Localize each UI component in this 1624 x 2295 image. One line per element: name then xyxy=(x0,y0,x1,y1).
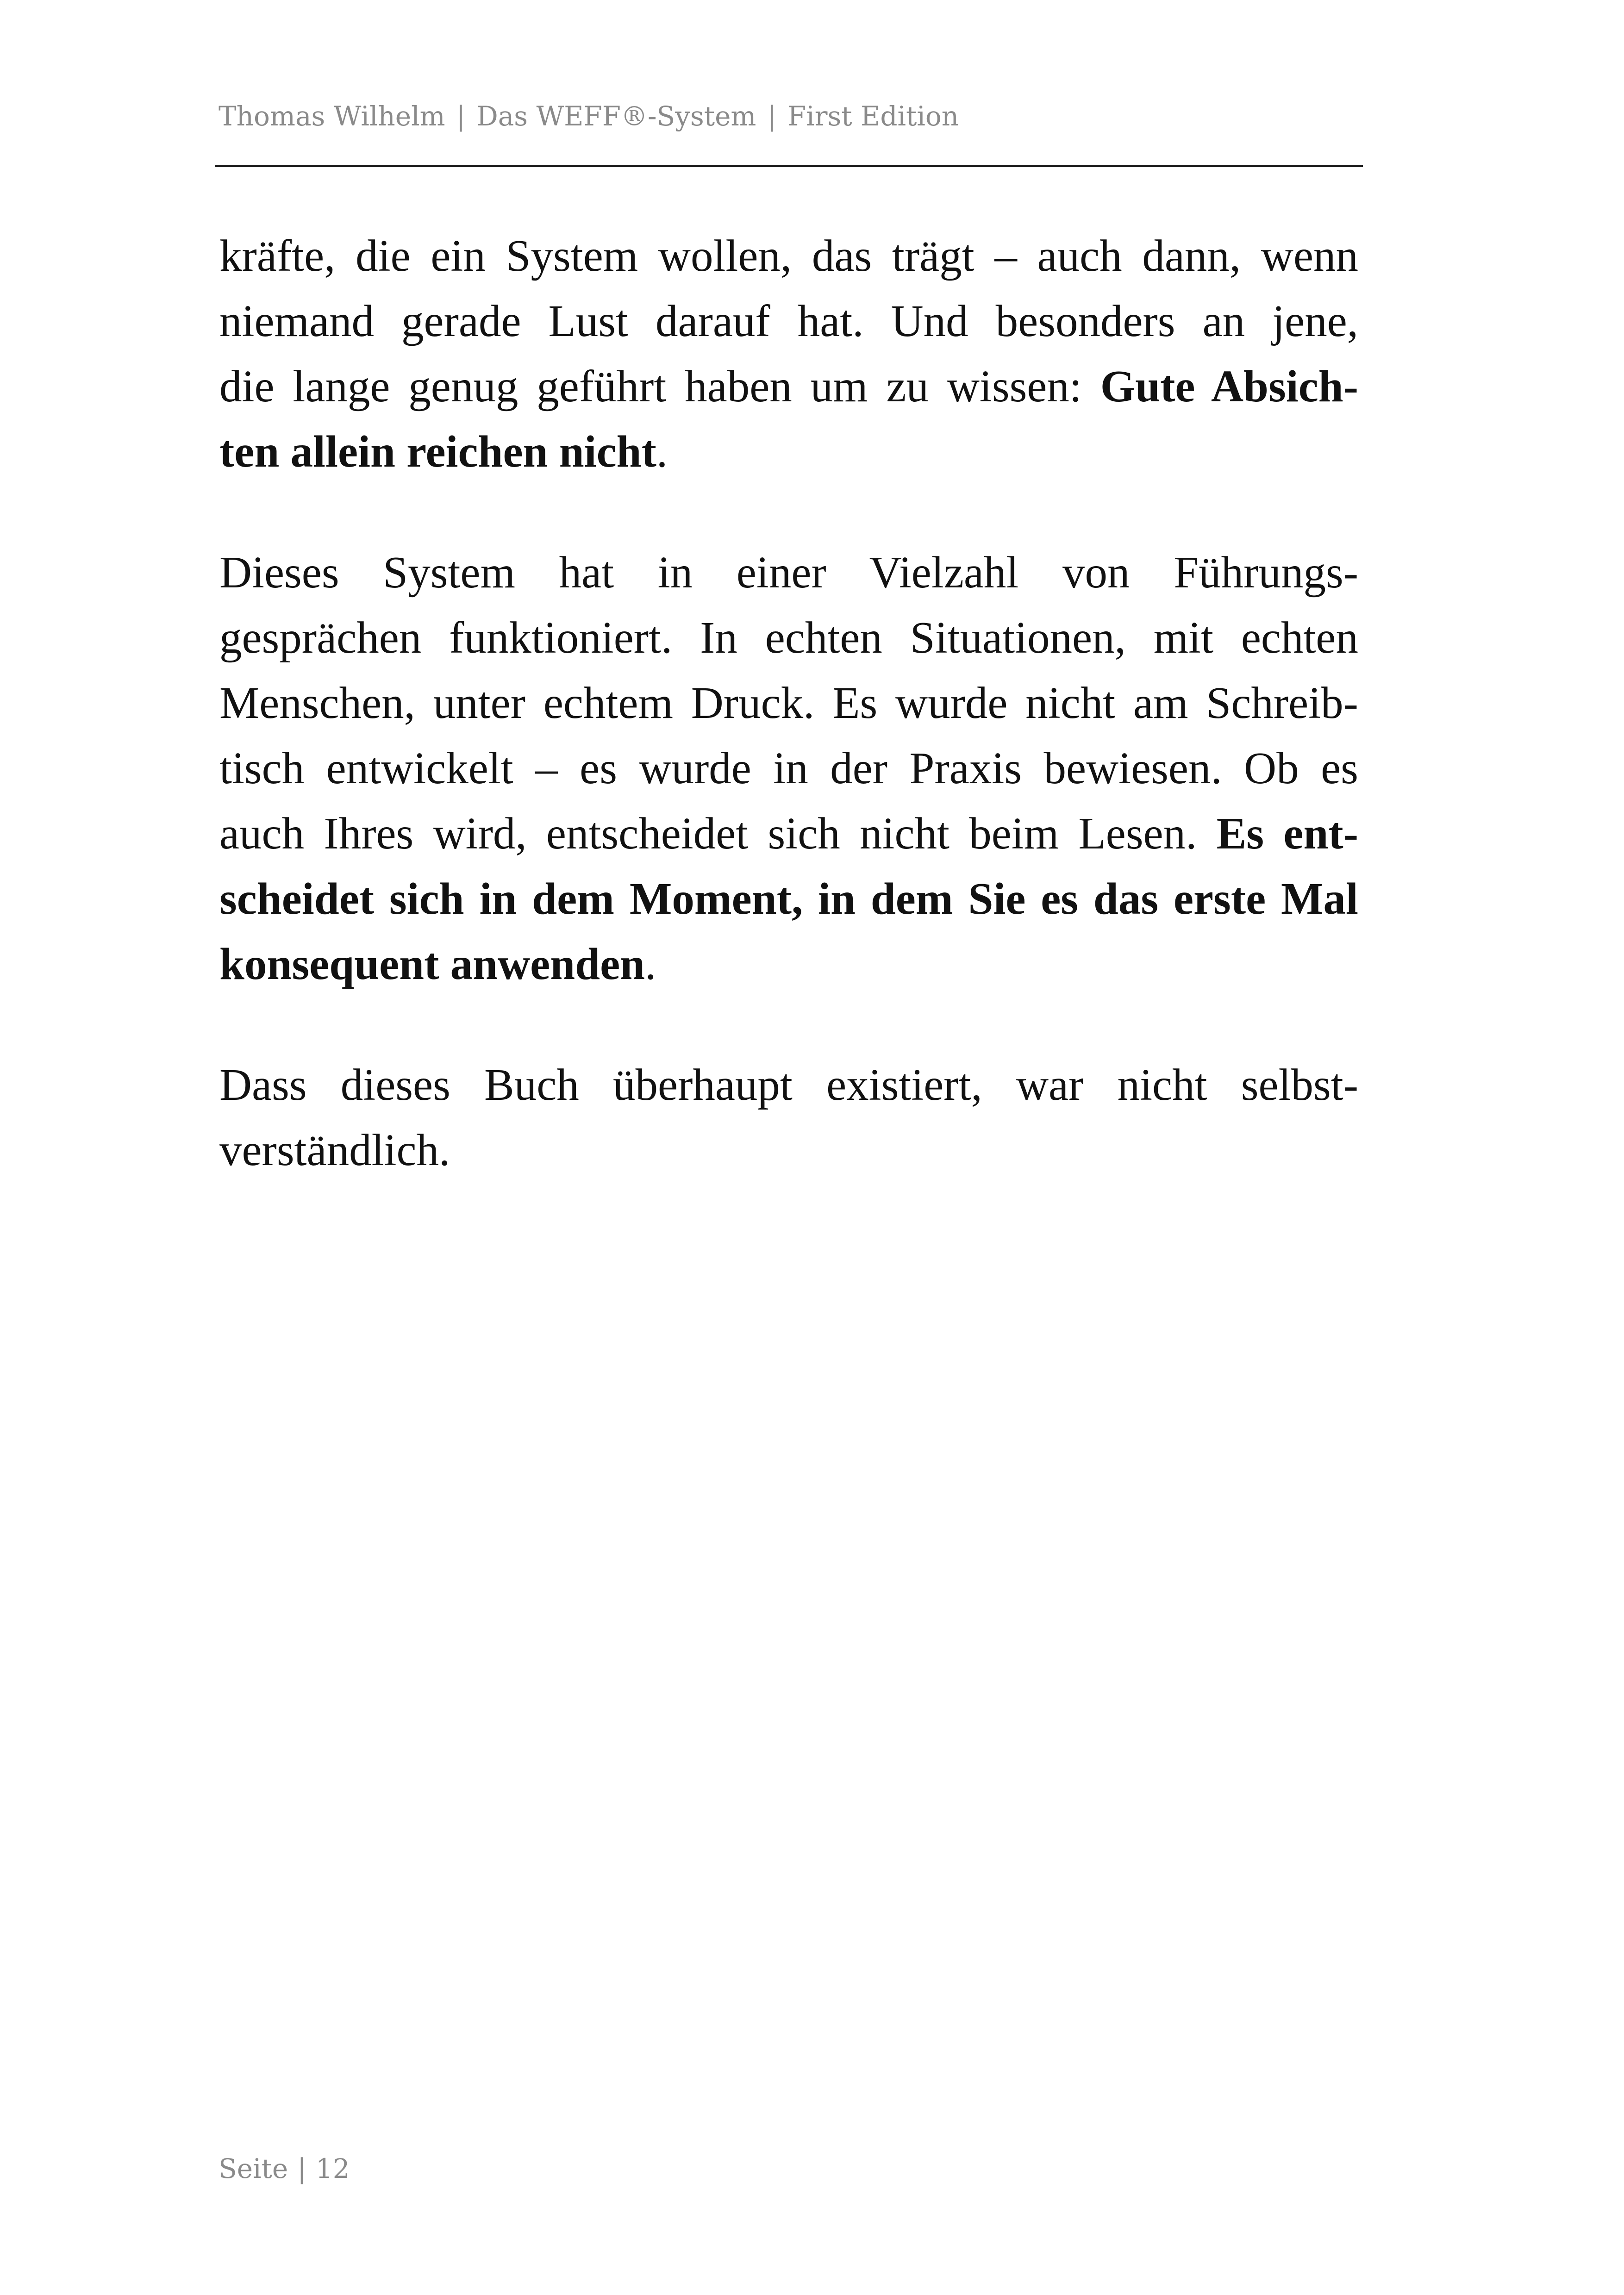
text-line xyxy=(219,1052,1358,1117)
text-run: verständlich. xyxy=(219,1125,450,1175)
text-line xyxy=(219,540,1358,605)
text-line xyxy=(219,419,1358,484)
bold-text: Gute Absich- xyxy=(1100,362,1358,411)
paragraph xyxy=(219,1052,1358,1183)
text-line xyxy=(219,736,1358,801)
bold-text: ten allein reichen nicht xyxy=(219,427,656,476)
paragraph xyxy=(219,540,1358,997)
header-rule xyxy=(215,165,1363,167)
text-line xyxy=(219,288,1358,354)
text-line xyxy=(219,605,1358,670)
running-header xyxy=(219,100,1362,132)
text-run: auch Ihres wird, entscheidet sich nicht beim Lesen. xyxy=(219,809,1217,858)
bold-text: konsequent anwenden xyxy=(219,939,645,989)
footer-label: Seite xyxy=(219,2153,288,2184)
text-line xyxy=(219,670,1358,736)
text-line xyxy=(219,223,1358,288)
header-edition: First Edition xyxy=(787,100,959,132)
text-line xyxy=(219,801,1358,866)
text-run: tisch entwickelt – es wurde in der Praxis bewiesen. Ob es xyxy=(219,743,1358,793)
header-separator: | xyxy=(456,100,466,132)
text-run: die lange genug geführt haben um zu wissen: xyxy=(219,362,1100,411)
text-run: . xyxy=(645,939,656,989)
page-number: 12 xyxy=(315,2153,350,2184)
bold-text: scheidet sich in dem Moment, in dem Sie es das erste Mal xyxy=(219,874,1358,923)
body-text xyxy=(219,223,1358,1238)
footer-separator: | xyxy=(297,2153,306,2184)
text-line xyxy=(219,1117,1358,1183)
header-title: Das WEFF®-System xyxy=(476,100,756,132)
text-run: Dass dieses Buch überhaupt existiert, war nicht selbst- xyxy=(219,1060,1358,1110)
text-run: niemand gerade Lust darauf hat. Und besonders an jene, xyxy=(219,296,1358,346)
text-line xyxy=(219,866,1358,931)
page-footer xyxy=(219,2155,350,2182)
text-run: Dieses System hat in einer Vielzahl von Führungs- xyxy=(219,548,1358,597)
paragraph xyxy=(219,223,1358,484)
text-run: gesprächen funktioniert. In echten Situationen, mit echten xyxy=(219,613,1358,662)
header-separator: | xyxy=(767,100,776,132)
header-author: Thomas Wilhelm xyxy=(219,100,445,132)
bold-text: Es ent- xyxy=(1216,809,1358,858)
text-run: kräfte, die ein System wollen, das trägt – auch dann, wenn xyxy=(219,231,1358,281)
text-line xyxy=(219,931,1358,997)
text-run: . xyxy=(656,427,668,476)
text-line xyxy=(219,354,1358,419)
text-run: Menschen, unter echtem Druck. Es wurde nicht am Schreib- xyxy=(219,678,1358,728)
